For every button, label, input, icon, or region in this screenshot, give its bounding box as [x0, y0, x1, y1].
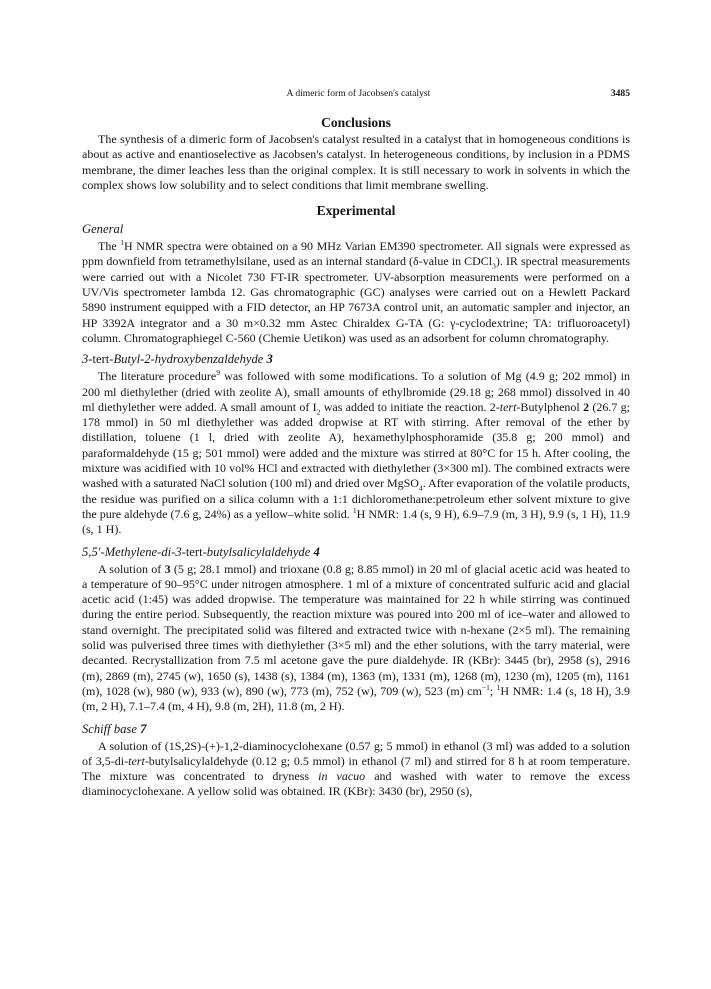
c7-text-1: A solution of (1S,2S)-(+)-1,2-diaminocyclohexane (0.57 g; 5 mmol) in ethanol (3 ml) was added to a solution of 3,5-di-	[82, 738, 630, 768]
compound-7-heading-name: Schiff base	[82, 721, 141, 736]
c3-text-1: The literature procedure	[98, 369, 217, 384]
running-head	[82, 88, 630, 112]
experimental-heading: Experimental	[316, 203, 396, 219]
compound-3-paragraph	[82, 369, 630, 537]
c3-text-5: (26.7 g; 178 mmol) in 50 ml diethylether was added dropwise at RT with stirring. After removal of the ether by distillation, toluene (1 l, dried with zeolite A), hexamethylphosphoramide (35.8 g; 200 mmol) and paraformaldehyde (15 g; 501 mmol) were added and the mixture was stirred at 80°C for 15 h. After cooling, the mixture was acidified with 10 vol% HCl and extracted with diethylether (3×300 ml). The combined extracts were washed with a saturated NaCl solution (100 ml) and dried over MgSO	[82, 399, 630, 491]
c4-text-1: (5 g; 28.1 mmol) and trioxane (0.8 g; 8.85 mmol) in 20 ml of glacial acetic acid was heated to a temperature of 90–95°C under nitrogen atmosphere. 1 ml of a mixture of concentrated sulfuric acid and glacial acetic acid (1:45) was added dropwise. The temperature was maintained for 22 h while stirring was continued during the entire period. Subsequently, the reaction mixture was poured into 200 ml of ice–water and allowed to stand overnight. The precipitated solid was filtered and extracted twice with n-hexane (2×5 ml). The remaining solid was pulverised three times with diethylether (3×5 ml) and the ether solutions, with the tarry material, were decanted. Recrystallization from 7.5 ml acetone gave the pure dialdehyde. IR (KBr): 3445 (br), 2958 (s), 2916 (m), 2869 (m), 2745 (w), 1650 (s), 1438 (s), 1384 (m), 1363 (m), 1331 (m), 1268 (m), 1230 (m), 1205 (m), 1161 (m), 1028 (w), 980 (w), 933 (w), 890 (w), 773 (m), 752 (w), 709 (w), 523 (m) cm	[82, 561, 631, 698]
c3-text-4: -Butylphenol	[516, 399, 584, 414]
c3-nmr-superscript: 1	[352, 505, 357, 515]
c3-text-2: was followed with some modifications. To a solution of Mg (4.9 g; 202 mmol) in 200 ml diethylether (dried with zeolite A), small amounts of ethylbromide (29.18 g; 268 mmol) dissolved in 40 ml diethylether were added. A small amount of I	[82, 369, 631, 414]
c7-in-vacuo-italic: in vacuo	[318, 769, 366, 784]
conclusions-heading: Conclusions	[321, 115, 391, 130]
general-paragraph: The $^1$H NMR spectra were obtained on a 90 MHz Varian EM390 spectrometer. All signals were expressed as ppm downfield from tetramethylsilane, used as an internal standard (δ-value in CDCl$_3$). IR spectral measurements were carried out with a Nicolet 730 FT-IR spectrometer. UV-absorption measurements were performed on a UV/Vis spectrometer lambda 12. Gas chromatographic (GC) analyses were carried out on a Hewlett Packard 5890 instrument equipped with a FID detector, an HP 7673A control unit, an automatic sampler and injector, an HP 3392A integrator and a 30 m×0.32 mm Astec Chiraldex G-TA (G: γ-cyclodextrine; TA: trifluoroacetyl) column. Chromatographiegel C-560 (Chemie Uetikon) was used as an adsorbent for column chromatography.	[82, 238, 631, 345]
compound-7-paragraph	[82, 739, 630, 800]
compound-7-heading-number: 7	[140, 721, 147, 736]
cdcl3-subscript: 3	[492, 261, 496, 271]
compound-4-heading-prefix: 5,5′-Methylene-di-3-	[82, 544, 186, 559]
compound-3-heading-prefix: 3-	[82, 352, 93, 367]
compound-3-heading-name: -Butyl-2-hydroxybenzaldehyde	[109, 352, 267, 367]
compound-3-heading-number: 3	[266, 352, 273, 367]
general-text-1: H NMR spectra were obtained on a 90 MHz Varian EM390 spectrometer. All signals were expressed as ppm downfield from tetramethylsilane, used as an internal standard (δ-value in CDCl	[82, 239, 630, 269]
compound-4-heading-name: -butylsalicylaldehyde	[202, 544, 314, 559]
c7-text-2: -butylsalicylaldehyde (0.12 g; 0.5 mmol) in ethanol (7 ml) and stirred for 8 h at room temperature. The mixture was concentrated to dryness	[82, 753, 630, 784]
c3-tert-italic: tert	[499, 399, 517, 414]
c3-text-7: H NMR: 1.4 (s, 9 H), 6.9–7.9 (m, 3 H), 9.9 (s, 1 H), 11.9 (s, 1 H).	[82, 506, 631, 537]
nmr-superscript: 1	[120, 238, 124, 248]
c3-compound-2-number: 2	[583, 399, 590, 414]
c7-text-3: and washed with water to remove the excess diaminocyclohexane. A yellow solid was obtained. IR (KBr): 3430 (br), 2950 (s),	[82, 769, 630, 799]
compound-4-heading	[82, 543, 630, 562]
c4-text-3: H NMR: 1.4 (s, 18 H), 3.9 (m, 2 H), 7.1–7.4 (m, 4 H), 9.8 (m, 2H), 11.8 (m, 2 H).	[82, 683, 631, 714]
iodine-subscript: 2	[316, 407, 321, 417]
c3-text-6: . After evaporation of the volatile products, the residue was purified on a silica column with a 1:1 dichloromethane:petroleum ether solvent mixture to give the pure aldehyde (7.6 g, 24%) as a yellow–white solid.	[82, 476, 630, 521]
reference-9-superscript: 9	[216, 368, 221, 378]
running-head-title: A dimeric form of Jacobsen's catalyst	[286, 88, 431, 99]
c4-text-0: A solution of	[98, 561, 165, 576]
c3-text-3: was added to initiate the reaction. 2-	[320, 399, 500, 414]
compound-4-heading-number: 4	[313, 544, 320, 559]
compound-3-heading	[82, 350, 630, 369]
journal-page	[82, 88, 630, 800]
c4-cm-superscript: −1	[481, 682, 490, 692]
compound-3-heading-tert: tert	[92, 352, 110, 367]
c4-text-2: ;	[489, 683, 497, 698]
compound-4-heading-tert: tert	[185, 544, 203, 559]
general-subheading: General	[82, 222, 124, 237]
mgso4-subscript: 4	[418, 483, 423, 493]
c7-tert-italic: tert	[128, 753, 145, 768]
compound-4-paragraph	[82, 562, 630, 715]
general-text-2: ). IR spectral measurements were carried out with a Nicolet 730 FT-IR spectrometer. UV-absorption measurements were performed on a UV/Vis spectrometer lambda 12. Gas chromatographic (GC) analyses were carried out on a Hewlett Packard 5890 instrument equipped with a FID detector, an HP 7673A control unit, an automatic sampler and injector, an HP 3392A integrator and a 30 m×0.32 mm Astec Chiraldex G-TA (G: γ-cyclodextrine; TA: trifluoroacetyl) column. Chromatographiegel C-560 (Chemie Uetikon) was used as an adsorbent for column chromatography.	[82, 254, 631, 345]
c4-compound-3-number: 3	[164, 561, 171, 576]
compound-7-heading	[82, 720, 630, 739]
page-number: 3485	[610, 88, 630, 99]
conclusions-paragraph: The synthesis of a dimeric form of Jacobsen's catalyst resulted in a catalyst that in homogeneous conditions is about as active and enantioselective as Jacobsen's catalyst. In heterogeneous conditions, by inclusion in a PDMS membrane, the dimer leaches less than the original complex. It is still necessary to work in solvents in which the complex shows low solubility and to select conditions that limit membrane swelling.	[82, 132, 630, 192]
c4-nmr-superscript: 1	[496, 682, 501, 692]
